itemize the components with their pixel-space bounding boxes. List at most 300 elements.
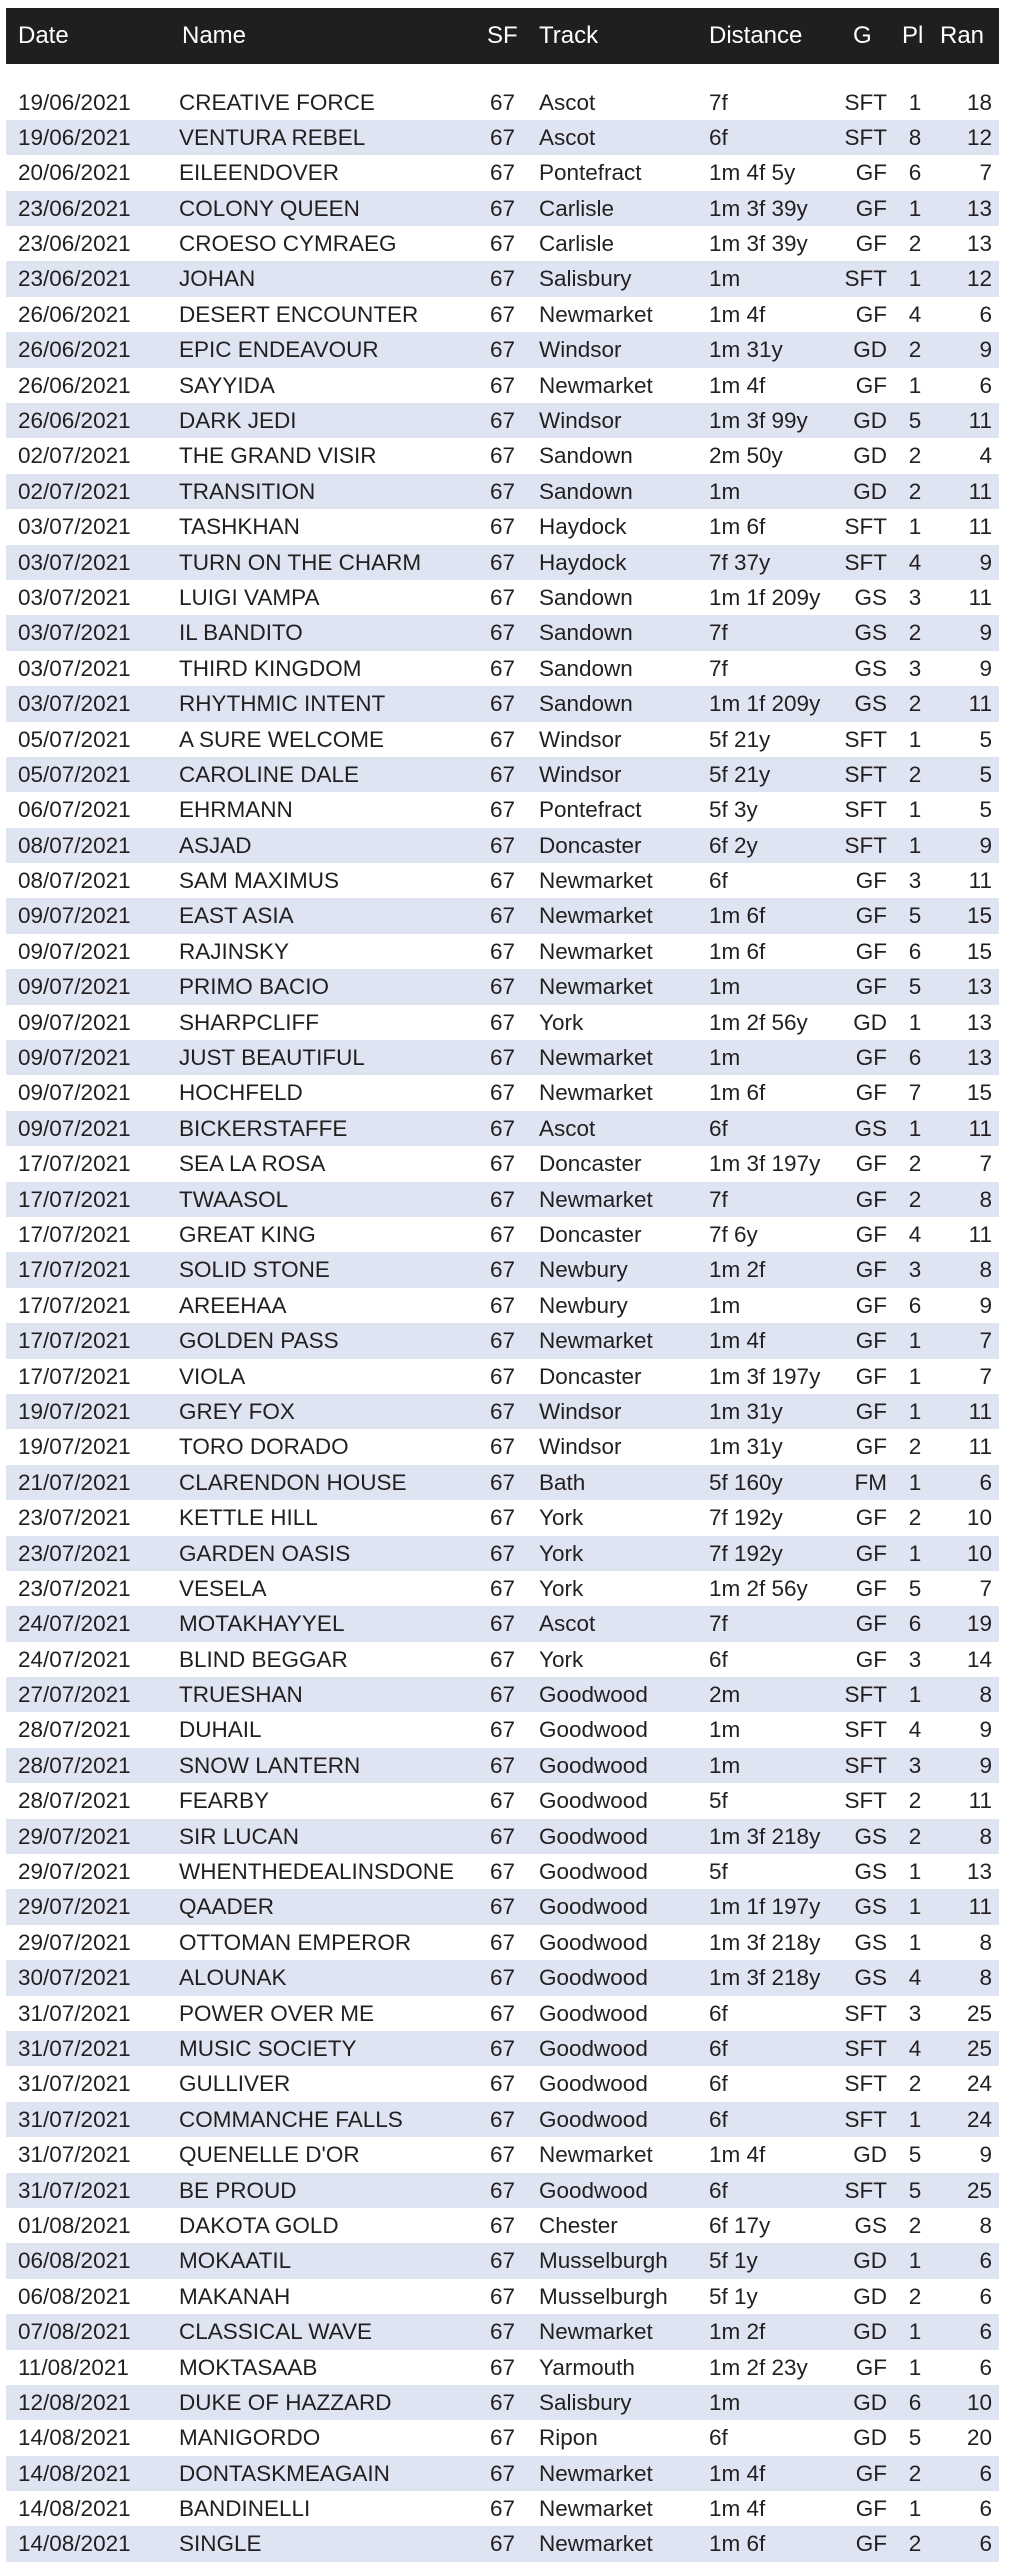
placing-cell: 6: [908, 2389, 922, 2415]
horse-name-cell: OTTOMAN EMPEROR: [179, 1929, 412, 1955]
date-cell: 17/07/2021: [18, 1292, 131, 1318]
table-row[interactable]: [6, 1323, 999, 1358]
table-row[interactable]: [6, 1005, 999, 1040]
distance-cell: 7f: [709, 1611, 728, 1637]
table-row[interactable]: [6, 1925, 999, 1960]
table-row[interactable]: [6, 2279, 999, 2314]
runners-cell: 9: [979, 832, 992, 858]
track-cell: Salisbury: [539, 266, 632, 292]
sf-cell: 67: [490, 89, 516, 115]
runners-cell: 11: [968, 1398, 992, 1424]
date-cell: 28/07/2021: [18, 1752, 131, 1778]
distance-cell: 5f 21y: [709, 761, 771, 787]
placing-cell: 6: [908, 1292, 922, 1318]
track-cell: Sandown: [539, 620, 633, 646]
table-row[interactable]: [6, 1606, 999, 1641]
table-row[interactable]: [6, 934, 999, 969]
track-cell: Windsor: [539, 761, 622, 787]
placing-cell: 4: [908, 1222, 922, 1247]
sf-cell: 67: [490, 443, 516, 469]
date-cell: 19/07/2021: [18, 1398, 131, 1424]
date-cell: 26/06/2021: [18, 301, 131, 327]
table-row[interactable]: [6, 1394, 999, 1429]
date-cell: 20/06/2021: [18, 160, 131, 186]
runners-cell: 15: [966, 1080, 992, 1106]
going-cell: SFT: [844, 1682, 887, 1708]
going-cell: GS: [854, 691, 887, 717]
table-header: [6, 8, 999, 64]
placing-cell: 1: [908, 1363, 922, 1389]
table-row[interactable]: [6, 368, 999, 403]
table-row[interactable]: [6, 438, 999, 473]
runners-cell: 25: [966, 2035, 992, 2061]
horse-name-cell: DUKE OF HAZZARD: [179, 2389, 392, 2415]
track-cell: York: [539, 1505, 584, 1531]
going-cell: GF: [855, 1540, 887, 1566]
track-cell: Ascot: [539, 1611, 596, 1637]
track-cell: Doncaster: [539, 832, 642, 858]
table-row[interactable]: [6, 1889, 999, 1924]
table-row[interactable]: [6, 686, 999, 721]
track-cell: Newbury: [539, 1257, 628, 1283]
table-row[interactable]: [6, 580, 999, 615]
date-cell: 12/08/2021: [18, 2389, 131, 2415]
table-row[interactable]: [6, 1465, 999, 1500]
sf-cell: 67: [490, 1151, 516, 1177]
date-cell: 17/07/2021: [18, 1257, 131, 1283]
date-cell: 09/07/2021: [18, 1115, 131, 1141]
runners-cell: 6: [979, 2496, 992, 2522]
date-cell: 23/06/2021: [18, 266, 131, 292]
table-row[interactable]: [6, 2243, 999, 2278]
track-cell: Bath: [539, 1469, 586, 1495]
runners-cell: 6: [979, 2460, 992, 2486]
sf-cell: 67: [490, 1682, 516, 1708]
placing-cell: 5: [908, 2425, 922, 2451]
going-cell: SFT: [844, 1788, 887, 1814]
runners-cell: 14: [966, 1646, 992, 1672]
sf-cell: 67: [490, 832, 516, 858]
date-cell: 23/07/2021: [18, 1505, 131, 1531]
horse-name-cell: ASJAD: [179, 832, 252, 858]
placing-cell: 1: [908, 1540, 922, 1566]
horse-name-cell: TASHKHAN: [179, 514, 300, 540]
placing-cell: 1: [908, 1328, 922, 1354]
sf-cell: 67: [490, 1823, 516, 1849]
track-cell: Sandown: [539, 655, 633, 681]
distance-cell: 1m 31y: [709, 337, 783, 363]
sf-cell: 67: [490, 1045, 516, 1071]
track-cell: Pontefract: [539, 797, 642, 823]
horse-name-cell: POWER OVER ME: [179, 2000, 375, 2026]
horse-name-cell: CLARENDON HOUSE: [179, 1469, 407, 1495]
date-cell: 31/07/2021: [18, 2071, 131, 2097]
going-cell: GF: [855, 2460, 887, 2486]
column-header-track[interactable]: Track: [539, 22, 599, 49]
going-cell: GF: [855, 1080, 887, 1106]
placing-cell: 1: [908, 89, 922, 115]
date-cell: 03/07/2021: [18, 584, 131, 610]
sf-cell: 67: [490, 1328, 516, 1354]
horse-name-cell: CAROLINE DALE: [179, 761, 360, 787]
table-row[interactable]: [6, 1111, 999, 1146]
table-row[interactable]: [6, 2526, 999, 2561]
table-row[interactable]: [6, 1040, 999, 1075]
table-row[interactable]: [6, 120, 999, 155]
date-cell: 09/07/2021: [18, 1009, 131, 1035]
table-row[interactable]: [6, 1571, 999, 1606]
table-row[interactable]: [6, 1182, 999, 1217]
track-cell: York: [539, 1575, 584, 1601]
track-cell: Haydock: [539, 514, 627, 540]
sf-cell: 67: [490, 1752, 516, 1778]
date-cell: 28/07/2021: [18, 1717, 131, 1743]
runners-cell: 6: [979, 301, 992, 327]
table-row[interactable]: [6, 1359, 999, 1394]
column-header-sf[interactable]: SF: [487, 22, 518, 49]
going-cell: GS: [854, 1115, 887, 1141]
horse-name-cell: QUENELLE D'OR: [179, 2142, 360, 2168]
distance-cell: 1m: [709, 478, 741, 504]
distance-cell: 1m 6f: [709, 903, 766, 929]
runners-cell: 8: [979, 2212, 992, 2238]
distance-cell: 1m 3f 39y: [709, 195, 808, 221]
horse-name-cell: DESERT ENCOUNTER: [179, 301, 419, 327]
placing-cell: 4: [908, 1965, 922, 1991]
table-row[interactable]: [6, 332, 999, 367]
placing-cell: 3: [908, 1257, 922, 1283]
runners-cell: 12: [966, 124, 992, 150]
date-cell: 06/07/2021: [18, 797, 131, 823]
placing-cell: 1: [908, 1894, 922, 1920]
table-row[interactable]: [6, 509, 999, 544]
distance-cell: 1m 31y: [709, 1434, 783, 1460]
distance-cell: 7f: [709, 655, 728, 681]
table-row[interactable]: [6, 1854, 999, 1889]
table-row[interactable]: [6, 2314, 999, 2349]
horse-name-cell: GREY FOX: [179, 1398, 295, 1424]
table-row[interactable]: [6, 2350, 999, 2385]
table-row[interactable]: [6, 1429, 999, 1464]
placing-cell: 1: [908, 2106, 922, 2132]
distance-cell: 1m 4f: [709, 301, 766, 327]
sf-cell: 67: [490, 124, 516, 150]
horse-name-cell: RHYTHMIC INTENT: [179, 691, 386, 717]
horse-name-cell: DARK JEDI: [179, 408, 297, 434]
table-row[interactable]: [6, 792, 999, 827]
table-row[interactable]: [6, 2491, 999, 2526]
table-row[interactable]: [6, 1819, 999, 1854]
going-cell: GF: [855, 1328, 887, 1354]
runners-cell: 13: [966, 1045, 992, 1071]
going-cell: GS: [854, 1965, 887, 1991]
table-row[interactable]: [6, 722, 999, 757]
table-row[interactable]: [6, 1642, 999, 1677]
track-cell: Goodwood: [539, 1682, 648, 1708]
placing-cell: 2: [908, 1151, 922, 1177]
column-header-runners[interactable]: Ran: [940, 22, 985, 49]
sf-cell: 67: [490, 2248, 516, 2274]
runners-cell: 13: [966, 1009, 992, 1035]
table-row[interactable]: [6, 1996, 999, 2031]
table-row[interactable]: [6, 1252, 999, 1287]
date-cell: 09/07/2021: [18, 1045, 131, 1071]
runners-cell: 10: [966, 2389, 992, 2415]
table-row[interactable]: [6, 1536, 999, 1571]
table-row[interactable]: [6, 2066, 999, 2101]
date-cell: 29/07/2021: [18, 1823, 131, 1849]
date-cell: 19/07/2021: [18, 1434, 131, 1460]
sf-cell: 67: [490, 655, 516, 681]
sf-cell: 67: [490, 1611, 516, 1637]
sf-cell: 67: [490, 584, 516, 610]
going-cell: GF: [855, 1186, 887, 1212]
date-cell: 01/08/2021: [18, 2212, 131, 2238]
going-cell: GF: [855, 372, 887, 398]
sf-cell: 67: [490, 301, 516, 327]
runners-cell: 6: [979, 372, 992, 398]
going-cell: SFT: [844, 2035, 887, 2061]
track-cell: Newmarket: [539, 1045, 653, 1071]
horse-name-cell: VESELA: [179, 1575, 267, 1601]
distance-cell: 5f: [709, 1788, 728, 1814]
horse-name-cell: THE GRAND VISIR: [179, 443, 377, 469]
track-cell: Goodwood: [539, 2177, 648, 2203]
horse-name-cell: IL BANDITO: [179, 620, 303, 646]
runners-cell: 12: [966, 266, 992, 292]
track-cell: Goodwood: [539, 2071, 648, 2097]
distance-cell: 1m 3f 218y: [709, 1965, 821, 1991]
table-row[interactable]: [6, 85, 999, 120]
going-cell: GF: [855, 1398, 887, 1424]
column-header-name[interactable]: Name: [182, 22, 247, 49]
track-cell: Newmarket: [539, 1186, 653, 1212]
date-cell: 26/06/2021: [18, 408, 131, 434]
horse-name-cell: ALOUNAK: [179, 1965, 287, 1991]
runners-cell: 25: [966, 2177, 992, 2203]
date-cell: 08/07/2021: [18, 832, 131, 858]
table-row[interactable]: [6, 1960, 999, 1995]
table-row[interactable]: [6, 1677, 999, 1712]
placing-cell: 1: [908, 372, 922, 398]
sf-cell: 67: [490, 1186, 516, 1212]
track-cell: Sandown: [539, 478, 633, 504]
table-row[interactable]: [6, 1217, 999, 1252]
table-row[interactable]: [6, 2385, 999, 2420]
table-row[interactable]: [6, 2031, 999, 2066]
table-row[interactable]: [6, 2420, 999, 2455]
track-cell: Goodwood: [539, 1788, 648, 1814]
track-cell: Goodwood: [539, 1717, 648, 1743]
table-row[interactable]: [6, 863, 999, 898]
table-row[interactable]: [6, 2456, 999, 2491]
horse-name-cell: RAJINSKY: [179, 938, 290, 964]
placing-cell: 1: [908, 2354, 922, 2380]
going-cell: SFT: [844, 514, 887, 540]
distance-cell: 1m 3f 218y: [709, 1929, 821, 1955]
horse-name-cell: SOLID STONE: [179, 1257, 330, 1283]
distance-cell: 5f 1y: [709, 2283, 758, 2309]
going-cell: GF: [855, 1292, 887, 1318]
placing-cell: 1: [908, 1115, 922, 1141]
track-cell: Doncaster: [539, 1222, 642, 1247]
runners-cell: 8: [979, 1823, 992, 1849]
going-cell: GF: [855, 1257, 887, 1283]
table-row[interactable]: [6, 757, 999, 792]
going-cell: SFT: [844, 832, 887, 858]
table-row[interactable]: [6, 1712, 999, 1747]
date-cell: 17/07/2021: [18, 1151, 131, 1177]
runners-cell: 7: [979, 1363, 992, 1389]
going-cell: GD: [853, 2248, 887, 2274]
distance-cell: 7f 6y: [709, 1222, 758, 1247]
table-row[interactable]: [6, 1783, 999, 1818]
date-cell: 23/06/2021: [18, 231, 131, 257]
table-row[interactable]: [6, 545, 999, 580]
table-row[interactable]: [6, 1146, 999, 1181]
runners-cell: 13: [966, 231, 992, 257]
distance-cell: 1m 6f: [709, 938, 766, 964]
table-row[interactable]: [6, 1075, 999, 1110]
table-row[interactable]: [6, 2173, 999, 2208]
table-row[interactable]: [6, 828, 999, 863]
runners-cell: 11: [968, 868, 992, 894]
table-row[interactable]: [6, 969, 999, 1004]
column-header-distance[interactable]: Distance: [709, 22, 803, 49]
track-cell: Newmarket: [539, 1080, 653, 1106]
date-cell: 31/07/2021: [18, 2142, 131, 2168]
going-cell: SFT: [844, 2106, 887, 2132]
going-cell: GS: [854, 584, 887, 610]
horse-name-cell: DONTASKMEAGAIN: [179, 2460, 390, 2486]
track-cell: Sandown: [539, 584, 633, 610]
horse-name-cell: TORO DORADO: [179, 1434, 349, 1460]
table-row[interactable]: [6, 261, 999, 296]
distance-cell: 5f 160y: [709, 1469, 783, 1495]
placing-cell: 6: [908, 1045, 922, 1071]
going-cell: GD: [853, 337, 887, 363]
track-cell: Newmarket: [539, 2142, 653, 2168]
table-row[interactable]: [6, 898, 999, 933]
going-cell: GS: [854, 620, 887, 646]
table-row[interactable]: [6, 1500, 999, 1535]
table-row[interactable]: [6, 226, 999, 261]
sf-cell: 67: [490, 726, 516, 752]
table-row[interactable]: [6, 2137, 999, 2172]
horse-name-cell: EAST ASIA: [179, 903, 294, 929]
track-cell: Goodwood: [539, 2000, 648, 2026]
placing-cell: 2: [908, 2531, 922, 2557]
horse-name-cell: THIRD KINGDOM: [179, 655, 362, 681]
runners-cell: 9: [979, 1752, 992, 1778]
distance-cell: 1m: [709, 266, 741, 292]
distance-cell: 1m 1f 197y: [709, 1894, 821, 1920]
runners-cell: 9: [979, 1292, 992, 1318]
distance-cell: 1m 31y: [709, 1398, 783, 1424]
horse-name-cell: SINGLE: [179, 2531, 262, 2557]
distance-cell: 1m 2f 23y: [709, 2354, 808, 2380]
horse-name-cell: VIOLA: [179, 1363, 246, 1389]
column-header-placing[interactable]: Pl: [902, 22, 924, 49]
date-cell: 31/07/2021: [18, 2035, 131, 2061]
track-cell: Doncaster: [539, 1151, 642, 1177]
table-row[interactable]: [6, 2208, 999, 2243]
placing-cell: 3: [908, 584, 922, 610]
table-row[interactable]: [6, 651, 999, 686]
runners-cell: 9: [979, 1717, 992, 1743]
runners-cell: 11: [968, 514, 992, 540]
horse-name-cell: SAM MAXIMUS: [179, 868, 340, 894]
table-row[interactable]: [6, 474, 999, 509]
track-cell: Carlisle: [539, 195, 615, 221]
going-cell: GD: [853, 408, 887, 434]
table-row[interactable]: [6, 155, 999, 190]
sf-cell: 67: [490, 2425, 516, 2451]
placing-cell: 1: [908, 1398, 922, 1424]
horse-name-cell: COLONY QUEEN: [179, 195, 360, 221]
horse-name-cell: BLIND BEGGAR: [179, 1646, 348, 1672]
placing-cell: 4: [908, 2035, 922, 2061]
distance-cell: 6f: [709, 2000, 728, 2026]
sf-cell: 67: [490, 1575, 516, 1601]
placing-cell: 1: [908, 1682, 922, 1708]
track-cell: Haydock: [539, 549, 627, 575]
going-cell: GF: [855, 1151, 887, 1177]
placing-cell: 1: [908, 266, 922, 292]
column-header-date[interactable]: Date: [18, 22, 69, 49]
table-row[interactable]: [6, 403, 999, 438]
track-cell: Newbury: [539, 1292, 628, 1318]
going-cell: GF: [855, 1505, 887, 1531]
distance-cell: 1m 3f 218y: [709, 1823, 821, 1849]
table-row[interactable]: [6, 191, 999, 226]
runners-cell: 10: [966, 1540, 992, 1566]
horse-name-cell: QAADER: [179, 1894, 275, 1920]
sf-cell: 67: [490, 2000, 516, 2026]
horse-name-cell: TWAASOL: [179, 1186, 289, 1212]
sf-cell: 67: [490, 1469, 516, 1495]
distance-cell: 1m 3f 197y: [709, 1151, 821, 1177]
distance-cell: 6f: [709, 868, 728, 894]
table-row[interactable]: [6, 615, 999, 650]
sf-cell: 67: [490, 1222, 516, 1247]
placing-cell: 5: [908, 408, 922, 434]
table-row[interactable]: [6, 1288, 999, 1323]
date-cell: 19/06/2021: [18, 124, 131, 150]
distance-cell: 1m 1f 209y: [709, 691, 821, 717]
going-cell: GS: [854, 1894, 887, 1920]
table-row[interactable]: [6, 297, 999, 332]
column-header-going[interactable]: G: [853, 22, 872, 49]
date-cell: 14/08/2021: [18, 2496, 131, 2522]
distance-cell: 1m 3f 39y: [709, 231, 808, 257]
distance-cell: 7f: [709, 89, 728, 115]
track-cell: Newmarket: [539, 903, 653, 929]
distance-cell: 5f 3y: [709, 797, 758, 823]
runners-cell: 25: [966, 2000, 992, 2026]
placing-cell: 5: [908, 974, 922, 1000]
distance-cell: 6f: [709, 2425, 728, 2451]
runners-cell: 13: [966, 974, 992, 1000]
horse-name-cell: EILEENDOVER: [179, 160, 340, 186]
horse-name-cell: AREEHAA: [179, 1292, 287, 1318]
table-row[interactable]: [6, 2102, 999, 2137]
distance-cell: 5f 1y: [709, 2248, 758, 2274]
sf-cell: 67: [490, 2460, 516, 2486]
going-cell: SFT: [844, 2071, 887, 2097]
table-row[interactable]: [6, 1748, 999, 1783]
going-cell: GD: [853, 2389, 887, 2415]
